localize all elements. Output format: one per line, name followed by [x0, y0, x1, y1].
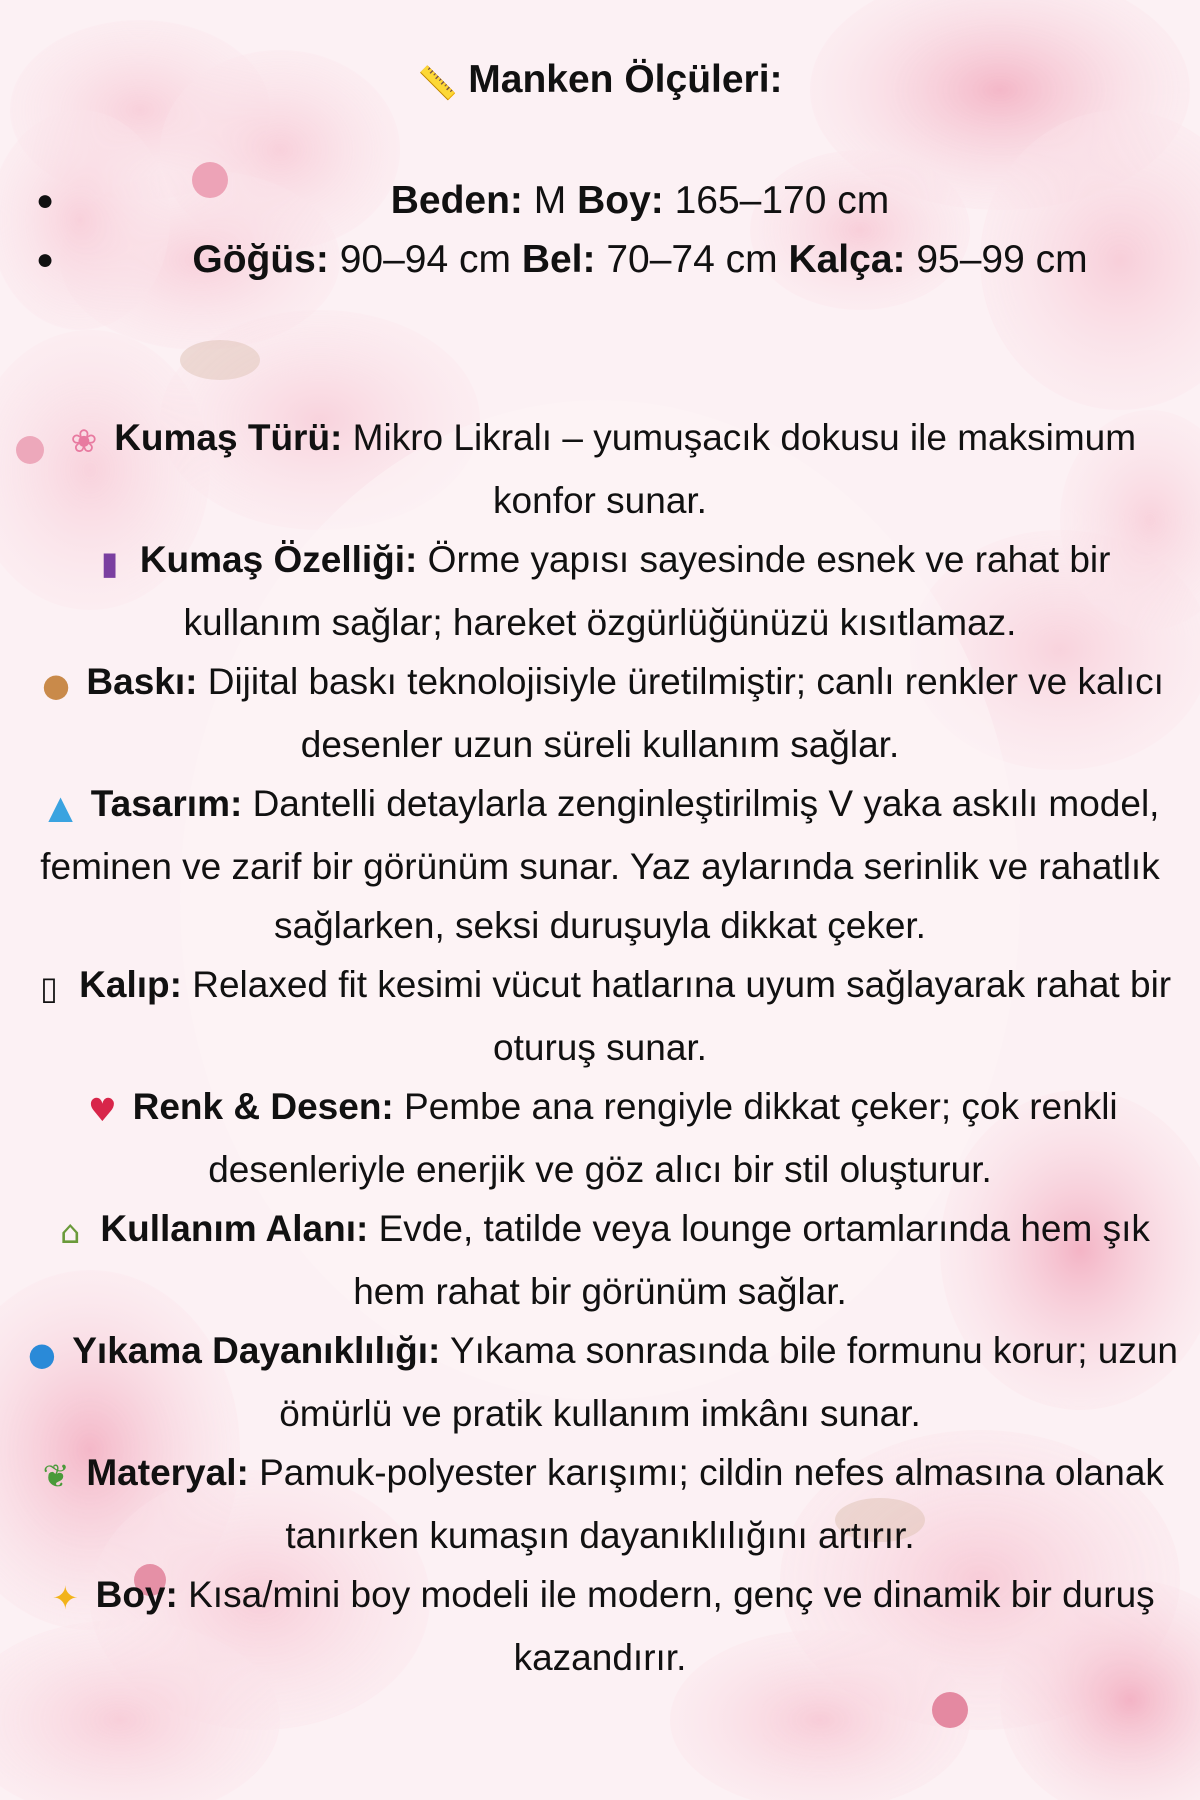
- feature-text: Relaxed fit kesimi vücut hatlarına uyum sağlayarak rahat bir oturuş sunar.: [181, 964, 1172, 1068]
- feature-label: Materyal:: [86, 1452, 249, 1493]
- measure-label: Beden:: [390, 179, 523, 222]
- feature-text: Mikro Likralı – yumuşacık dokusu ile maksimum konfor sunar.: [342, 417, 1137, 521]
- feature-text: Örme yapısı sayesinde esnek ve rahat bir kullanım sağlar; hareket özgürlüğünüzü kısıtlamaz.: [183, 539, 1111, 643]
- feature-item: [20, 774, 1180, 955]
- page-title: [0, 55, 1200, 108]
- bullet-icon: ●: [36, 243, 55, 276]
- feature-text: Kısa/mini boy modeli ile modern, genç ve dinamik bir duruş kazandırır.: [177, 1574, 1155, 1678]
- ruler-icon: 📏: [417, 64, 458, 102]
- bullet-icon: ●: [36, 184, 55, 217]
- feature-item: [20, 1565, 1180, 1687]
- measure-value: 90–94 cm: [328, 238, 522, 281]
- feature-label: Renk & Desen:: [132, 1086, 394, 1127]
- thread-spool-icon: ▮: [100, 544, 119, 582]
- feature-label: Kumaş Türü:: [114, 417, 343, 458]
- measure-label: Boy:: [577, 179, 664, 222]
- feature-text: Dijital baskı teknolojisiyle üretilmiştir; canlı renkler ve kalıcı desenler uzun süreli kullanım sağlar.: [197, 661, 1164, 765]
- feature-label: Yıkama Dayanıklılığı:: [72, 1330, 441, 1371]
- feature-item: [20, 1321, 1180, 1443]
- feature-text: Evde, tatilde veya lounge ortamlarında hem şık hem rahat bir görünüm sağlar.: [353, 1208, 1150, 1312]
- feature-text: Yıkama sonrasında bile formunu korur; uzun ömürlü ve pratik kullanım imkânı sunar.: [279, 1330, 1179, 1434]
- measure-value: 165–170 cm: [663, 179, 890, 222]
- measure-label: Bel:: [521, 238, 596, 281]
- feature-text: Dantelli detaylarla zenginleştirilmiş V yaka askılı model, feminen ve zarif bir görünüm sunar. Yaz aylarında serinlik ve rahatlık sağlarken, seksi duruşuyla dikkat çeker.: [40, 783, 1160, 946]
- feature-item: [20, 652, 1180, 774]
- feature-item: [20, 955, 1180, 1077]
- dress-icon: ▲: [48, 788, 73, 826]
- measure-label: Kalça:: [788, 238, 906, 281]
- feature-label: Boy:: [95, 1574, 178, 1615]
- feature-item: [20, 1077, 1180, 1199]
- measure-label: Göğüs:: [192, 238, 329, 281]
- feature-label: Kullanım Alanı:: [100, 1208, 369, 1249]
- feature-item: [20, 1443, 1180, 1565]
- feature-label: Tasarım:: [90, 783, 243, 824]
- sparkles-icon: ✦: [51, 1579, 79, 1617]
- feature-label: Baskı:: [86, 661, 198, 702]
- sparkling-heart-icon: ♥: [87, 1091, 117, 1129]
- measurement-row: [0, 173, 1200, 229]
- feature-label: Kumaş Özelliği:: [139, 539, 418, 580]
- feature-item: [20, 408, 1180, 530]
- measure-value: 95–99 cm: [905, 238, 1088, 281]
- feature-text: Pembe ana rengiyle dikkat çeker; çok renkli desenleriyle enerjik ve göz alıcı bir stil oluşturur.: [208, 1086, 1118, 1190]
- flower-icon: ❀: [70, 422, 98, 460]
- feature-item: [20, 1199, 1180, 1321]
- measure-value: 70–74 cm: [595, 238, 789, 281]
- feature-text: Pamuk-polyester karışımı; cildin nefes almasına olanak tanırken kumaşın dayanıklılığını artırır.: [248, 1452, 1164, 1556]
- herb-icon: ❦: [42, 1457, 70, 1495]
- droplet-icon: ●: [28, 1335, 56, 1373]
- measurement-row: [0, 232, 1200, 288]
- palette-icon: ●: [42, 666, 71, 704]
- measure-value: M: [522, 179, 578, 222]
- feature-item: [20, 530, 1180, 652]
- title-text: Manken Ölçüleri:: [468, 58, 783, 101]
- house-icon: ⌂: [59, 1213, 81, 1251]
- feature-label: Kalıp:: [79, 964, 182, 1005]
- missing-glyph-icon: ▯: [40, 969, 58, 1007]
- feature-list: [20, 408, 1180, 1687]
